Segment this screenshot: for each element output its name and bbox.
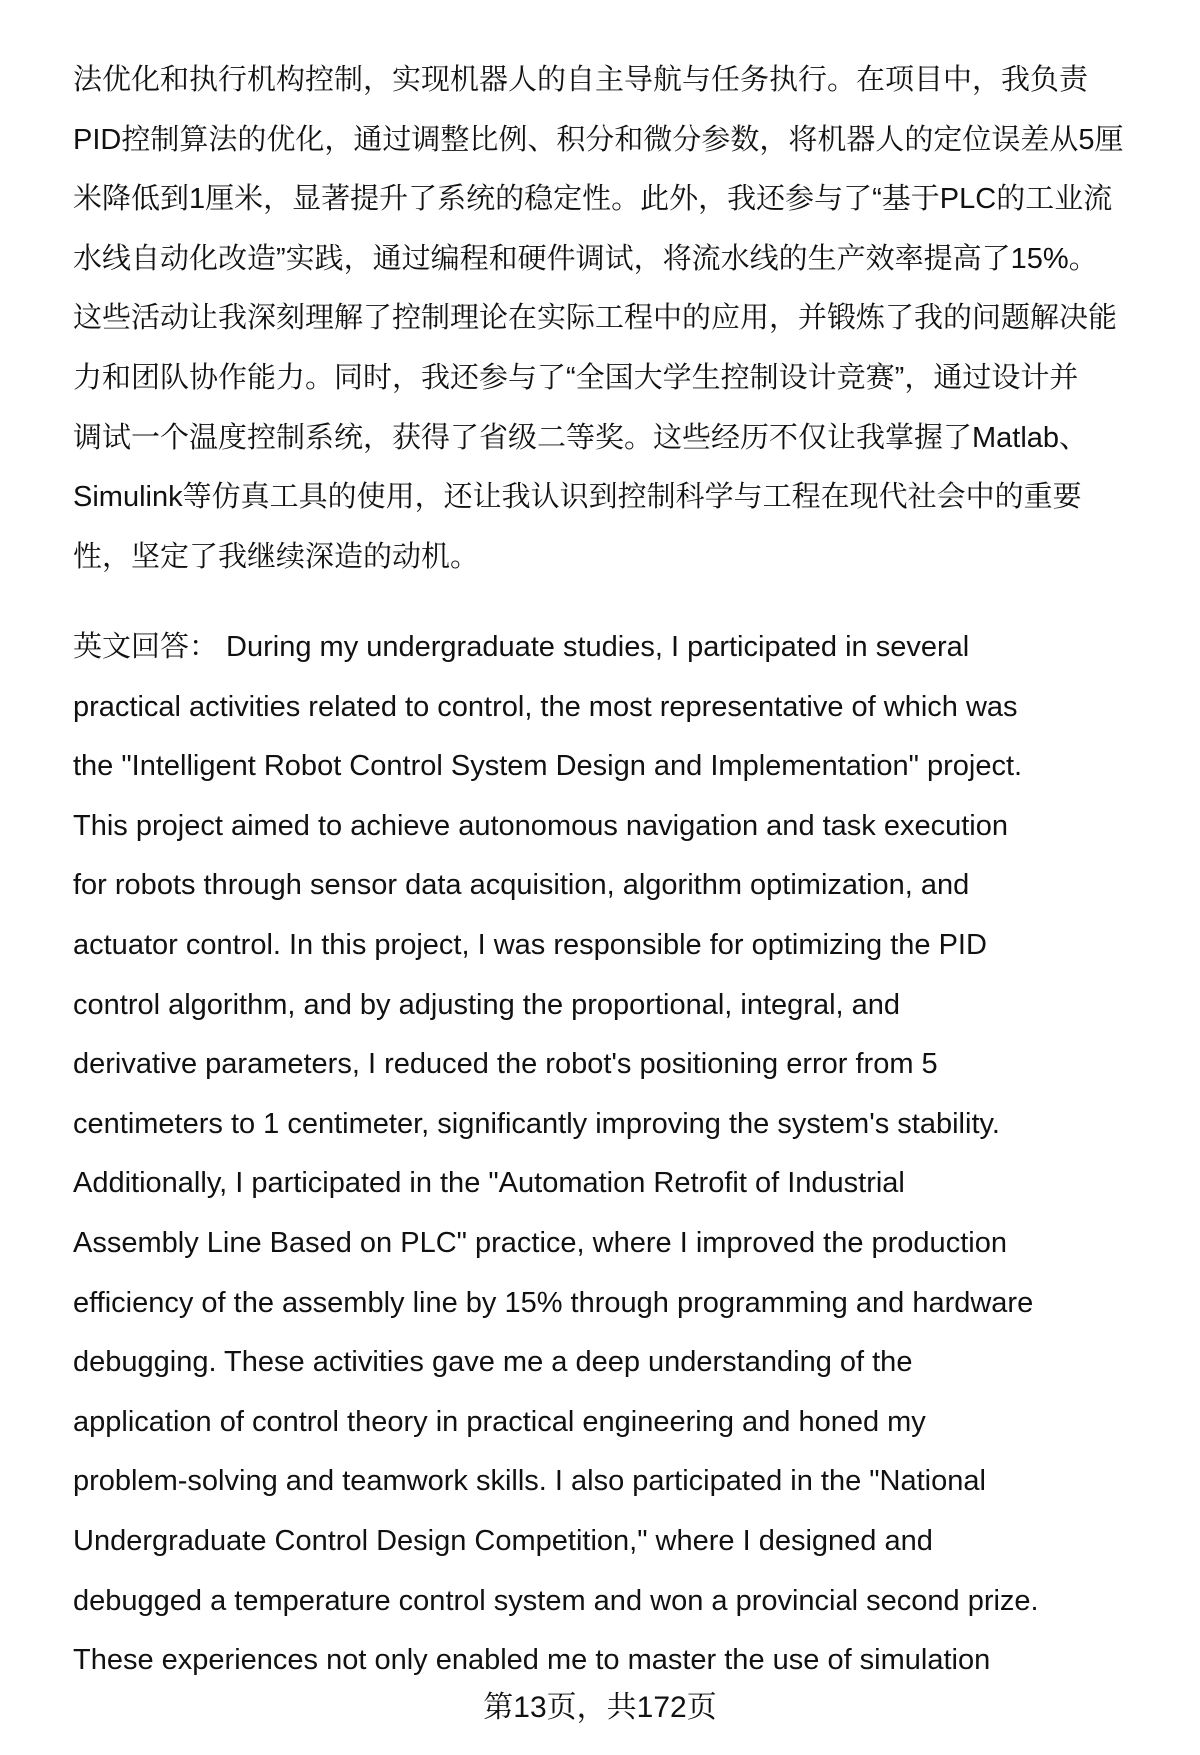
chinese-paragraph-line: 水线自动化改造”实践，通过编程和硬件调试，将流水线的生产效率提高了15%。 — [73, 242, 1098, 275]
english-paragraph-line: derivative parameters, I reduced the robot's positioning error from 5 — [73, 1048, 938, 1081]
english-paragraph-line: efficiency of the assembly line by 15% through programming and hardware — [73, 1286, 1034, 1319]
english-paragraph-line: This project aimed to achieve autonomous navigation and task execution — [73, 809, 1009, 842]
english-paragraph-line: practical activities related to control, the most representative of which was — [73, 690, 1018, 723]
english-paragraph-line: Assembly Line Based on PLC" practice, where I improved the production — [73, 1227, 1007, 1259]
english-paragraph-line: These experiences not only enabled me to master the use of simulation — [73, 1644, 991, 1677]
chinese-paragraph-line: 这些活动让我深刻理解了控制理论在实际工程中的应用，并锻炼了我的问题解决能 — [73, 302, 1118, 335]
english-paragraph-line: problem-solving and teamwork skills. I also participated in the "National — [73, 1465, 986, 1498]
chinese-paragraph-line: 力和团队协作能力。同时，我还参与了“全国大学生控制设计竞赛”，通过设计并 — [73, 362, 1079, 394]
chinese-paragraph-line: PID控制算法的优化，通过调整比例、积分和微分参数，将机器人的定位误差从5厘 — [73, 123, 1124, 156]
chinese-paragraph-line: Simulink等仿真工具的使用，还让我认识到控制科学与工程在现代社会中的重要 — [73, 481, 1082, 514]
page-number-footer: 第13页，共172页 — [483, 1691, 717, 1724]
english-paragraph-line: Undergraduate Control Design Competition," where I designed and — [73, 1525, 933, 1557]
english-paragraph-line: Additionally, I participated in the "Automation Retrofit of Industrial — [73, 1167, 905, 1200]
english-paragraph-line: debugged a temperature control system and won a provincial second prize. — [73, 1584, 1039, 1617]
chinese-paragraph-line: 米降低到1厘米，显著提升了系统的稳定性。此外，我还参与了“基于PLC的工业流 — [73, 183, 1113, 216]
chinese-paragraph-line: 法优化和执行机构控制，实现机器人的自主导航与任务执行。在项目中，我负责 — [73, 64, 1089, 96]
english-paragraph-line: the "Intelligent Robot Control System Design and Implementation" project. — [73, 750, 1023, 783]
english-paragraph-line: control algorithm, and by adjusting the proportional, integral, and — [73, 988, 901, 1021]
english-paragraph-line: debugging. These activities gave me a deep understanding of the — [73, 1346, 913, 1379]
english-paragraph-line: actuator control. In this project, I was responsible for optimizing the PID — [73, 929, 987, 961]
chinese-paragraph-line: 性，坚定了我继续深造的动机。 — [73, 540, 480, 573]
chinese-paragraph-line: 调试一个温度控制系统，获得了省级二等奖。这些经历不仅让我掌握了Matlab、 — [73, 421, 1089, 454]
english-paragraph-line: application of control theory in practical engineering and honed my — [73, 1405, 926, 1438]
english-paragraph-line: for robots through sensor data acquisition, algorithm optimization, and — [73, 869, 970, 902]
english-paragraph-line: 英文回答： During my undergraduate studies, I participated in several — [73, 631, 970, 663]
english-paragraph-line: centimeters to 1 centimeter, significantly improving the system's stability. — [73, 1107, 1000, 1140]
